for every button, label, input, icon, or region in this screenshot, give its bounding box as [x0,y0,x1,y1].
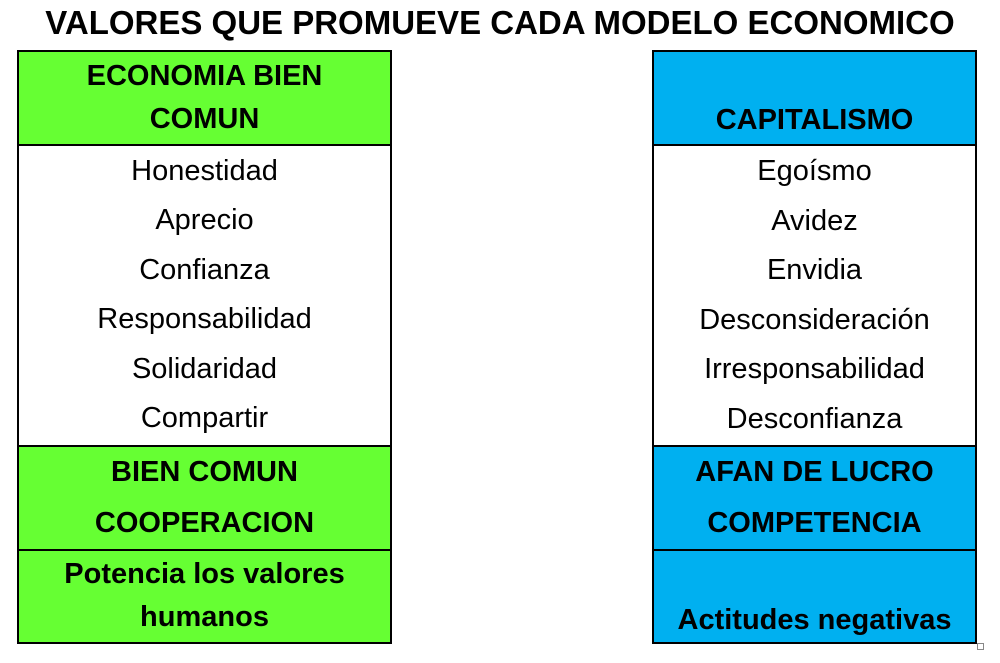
capitalismo-outcome-line-1: Actitudes negativas [677,604,952,636]
bien-comun-concept: COOPERACION [94,506,315,539]
capitalismo-value: Irresponsabilidad [704,353,925,385]
capitalismo-value: Egoísmo [757,155,872,187]
capitalismo-value: Desconsideración [699,303,930,336]
capitalismo-header-line-1: CAPITALISMO [715,104,914,137]
bien-comun-concepts [19,447,390,551]
bien-comun-column [17,50,392,644]
capitalismo-header [654,52,975,146]
bien-comun-values-list [19,146,390,447]
bien-comun-value: Confianza [139,253,270,286]
capitalismo-value: Avidez [771,204,858,237]
resize-handle[interactable] [977,643,984,650]
bien-comun-outcome-line-2: humanos [140,601,269,634]
bien-comun-value: Honestidad [131,154,278,187]
bien-comun-outcome-line-1: Potencia los valores [64,558,345,591]
bien-comun-concept: BIEN COMUN [111,455,298,488]
capitalismo-concepts [654,447,975,551]
capitalismo-value: Desconfianza [726,402,903,435]
capitalismo-concept: COMPETENCIA [707,506,922,539]
bien-comun-header-line-2: COMUN [149,103,260,136]
capitalismo-concept: AFAN DE LUCRO [695,455,934,488]
bien-comun-value: Responsabilidad [97,303,312,336]
capitalismo-outcome [654,551,975,642]
capitalismo-column [652,50,977,644]
bien-comun-value: Solidaridad [131,352,278,385]
capitalismo-value: Envidia [766,254,863,286]
page-title: VALORES QUE PROMUEVE CADA MODELO ECONOMICO [45,4,955,41]
bien-comun-outcome [19,551,390,642]
capitalismo-values-list [654,146,975,447]
bien-comun-value: Aprecio [155,204,254,237]
bien-comun-value: Compartir [140,402,269,435]
bien-comun-header-line-1: ECONOMIA BIEN [86,60,323,93]
bien-comun-header [19,52,390,146]
